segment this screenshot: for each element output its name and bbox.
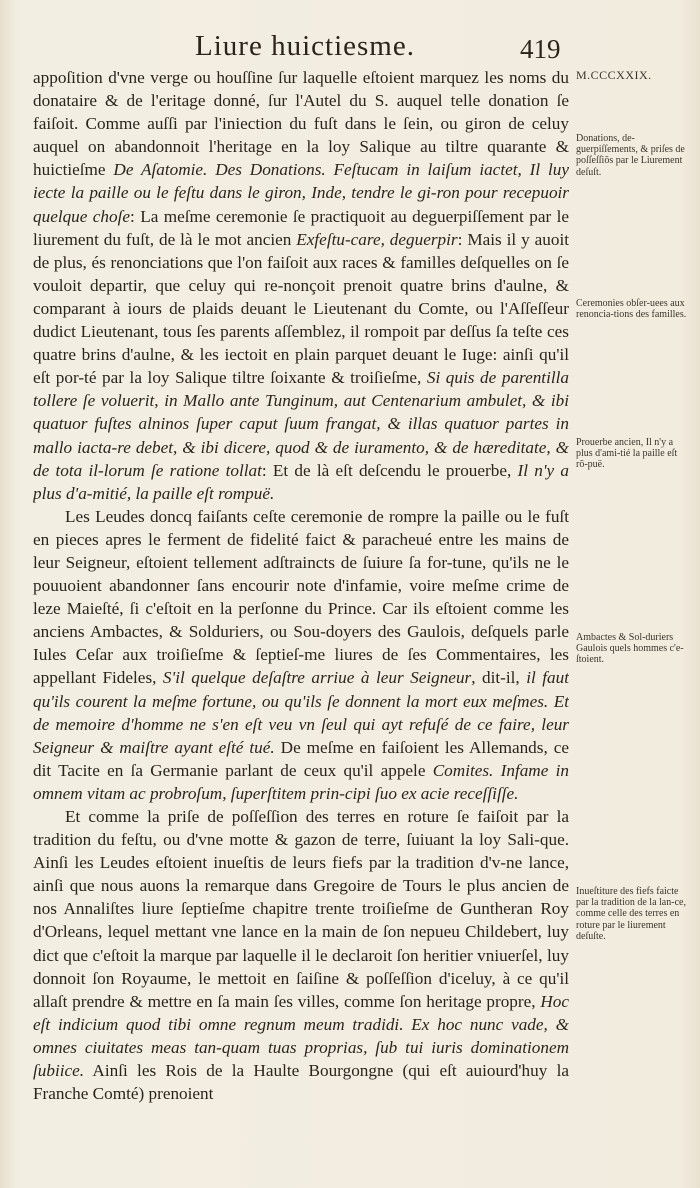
text-run: : La meſme ceremonie ſe practiquoit au deguerpiſſement par le liurement du fuſt, de là le mot ancien	[33, 206, 569, 249]
gregory-quote: Hoc eſt indicium quod tibi omne regnum meum tradidi. Ex hoc nunc vade, & omnes ciuitates meas tan-quam tuas proprias, ſub tui iuris dominationem ſubiice.	[33, 991, 569, 1081]
latin-quote: De Aſatomie. Des Donations. Feſtucam in laiſum iactet, Il luy iecte la paille ou le feſtu dans le giron, Inde, tendre le gi-ron pour recepuoir quelque choſe	[33, 160, 569, 226]
proverb-quote: Il n'y a plus d'a-mitié, la paille eſt rompuë.	[33, 460, 569, 503]
page-number: 419	[520, 34, 561, 64]
latin-term: Exfeſtu-care, deguerpir	[296, 229, 458, 249]
margin-note-ambactes: Ambactes & Sol-duriers Gaulois quels hommes c'e-ſtoient.	[576, 632, 684, 666]
margin-year: M.CCCXXIX.	[576, 68, 652, 82]
running-head: Liure huictiesme.	[195, 30, 415, 62]
main-text	[33, 66, 569, 1176]
caesar-quote: S'il quelque deſaſtre arriue à leur Seigneur	[162, 668, 472, 688]
caesar-quote: il faut qu'ils courent la meſme fortune, ou qu'ils ſe donnent la mort eux meſmes. Et de memoire d'homme ne s'en eſt veu vn ſeul qui ayt refuſé de ce faire, leur Seigneur & maiſtre ayant eſté tué.	[33, 668, 569, 757]
text-run: Ainſi les Rois de la Haulte Bourgongne (qui eſt auiourd'huy la Franche Comté) prenoient	[33, 1061, 569, 1104]
margin-note-donations: Donations, de-guerpiſſements, & priſes de poſſeſſiõs par le Liurement deſuſt.	[576, 133, 685, 178]
margin-note-ceremonies: Ceremonies obſer-uees aux renoncia-tions des familles.	[576, 298, 687, 321]
text-run: De meſme en faiſoient les Allemands, ce dit Tacite en ſa Germanie parlant de ceux qu'il appele	[33, 737, 569, 780]
text-run: Et comme la priſe de poſſeſſion des terres en roture ſe faiſoit par la tradition du feſtu, ou d'vne motte & gazon de terre, ſuiuant la loy Sali-que. Ainſi les Leudes eſtoient inueſtis de leurs fiefs par la tradition d'v-ne lance, ainſi que nous auons la remarque dans Gregoire de Tours le plus ancien de nos Annaliſtes liure ſeptieſme chapitre trente troiſieſme de Guntheran Roy d'Orleans, lequel mettant vne lance en la main de ſon nepueu Childebert, luy dict que c'eſtoit la marque par laquelle il le declaroit ſon heritier vniuerſel, luy donnoit ſon Royaume, le mettoit en ſaiſine & poſſeſſion d'iceluy, à ce qu'il allaſt prendre & mettre en ſa main ſes villes, comme ſon heritage propre,	[33, 807, 569, 1011]
text-run: : Mais il y auoit de plus, és renonciations que l'on faiſoit aux races & familles deſquelles on ſe vouloit departir, que celuy qui re-nonçoit prenoit quatre brins d'aulne, & comparant à iours de plaids deuant le Lieutenant du Comte, ou l'Aſſeſſeur dudict Lieutenant, tous ſes parents aſſemblez, il rompoit par deſſus ſa teſte ces quatre brins d'aulne, & les iectoit en plain parquet deuant le Iuge: ainſi qu'il eſt por-té par la loy Salique tiltre ſoixante & troiſieſme,	[33, 229, 569, 388]
text-run: : Et de là eſt deſcendu le prouerbe,	[261, 460, 518, 480]
tacitus-quote: Comites. Infame in omnem vitam ac probroſum, ſuperſtitem prin-cipi ſuo ex acie receſſiſſe.	[33, 760, 569, 803]
paragraph-investiture	[33, 805, 569, 1105]
paragraph-leudes	[33, 505, 569, 805]
latin-quote: Si quis de parentilla tollere ſe voluerit, in Mallo ante Tunginum, aut Centenarium ambulet, & ibi quatuor fuſtes alninos ſuper caput ſuum frangat, & illas quatuor partes in mallo iacta-re debet, & ibi dicere, quod & de iuramento, & de hæreditate, & de tota il-lorum ſe ratione tollat	[33, 368, 569, 480]
margin-note-proverb: Prouerbe ancien, Il n'y a plus d'ami-tié la paille eſt rõ-puë.	[576, 437, 678, 471]
text-run: Les Leudes doncq faiſants ceſte ceremonie de rompre la paille ou le fuſt en pieces apres le ferment de fidelité faict & paracheué entre les mains de leur Seigneur, eſtoient tellement adſtraincts de ſuiure ſa for-tune, qu'ils ne le pouuoient abandonner ſans encourir note d'infamie, voire meſme crime de leze Maieſté, ſi c'eſtoit en la perſonne du Prince. Car ils eſtoient comme les anciens Ambactes, & Solduriers, ou Sou-doyers des Gaulois, deſquels parle Iules Ceſar aux troiſieſme & ſeptieſ-me liures de ſes Commentaires, les appellant Fideles,	[33, 506, 569, 688]
text-run: , dit-il,	[471, 668, 527, 688]
text-run: appoſition d'vne verge ou houſſine ſur laquelle eſtoient marquez les noms du donataire & de l'eritage donné, ſur l'Autel du S. auquel telle donation ſe faiſoit. Comme auſſi par l'iniection du fuſt dans le ſein, ou giron de celuy auquel on abandonnoit l'heritage en la loy Salique au tiltre quarante & huictieſme	[33, 68, 569, 180]
margin-note-investiture: Inueſtiture des fiefs faicte par la tradition de la lan-ce, comme celle des terres en roture par le liurement deſuſte.	[576, 886, 686, 942]
paragraph-donations	[33, 66, 569, 505]
